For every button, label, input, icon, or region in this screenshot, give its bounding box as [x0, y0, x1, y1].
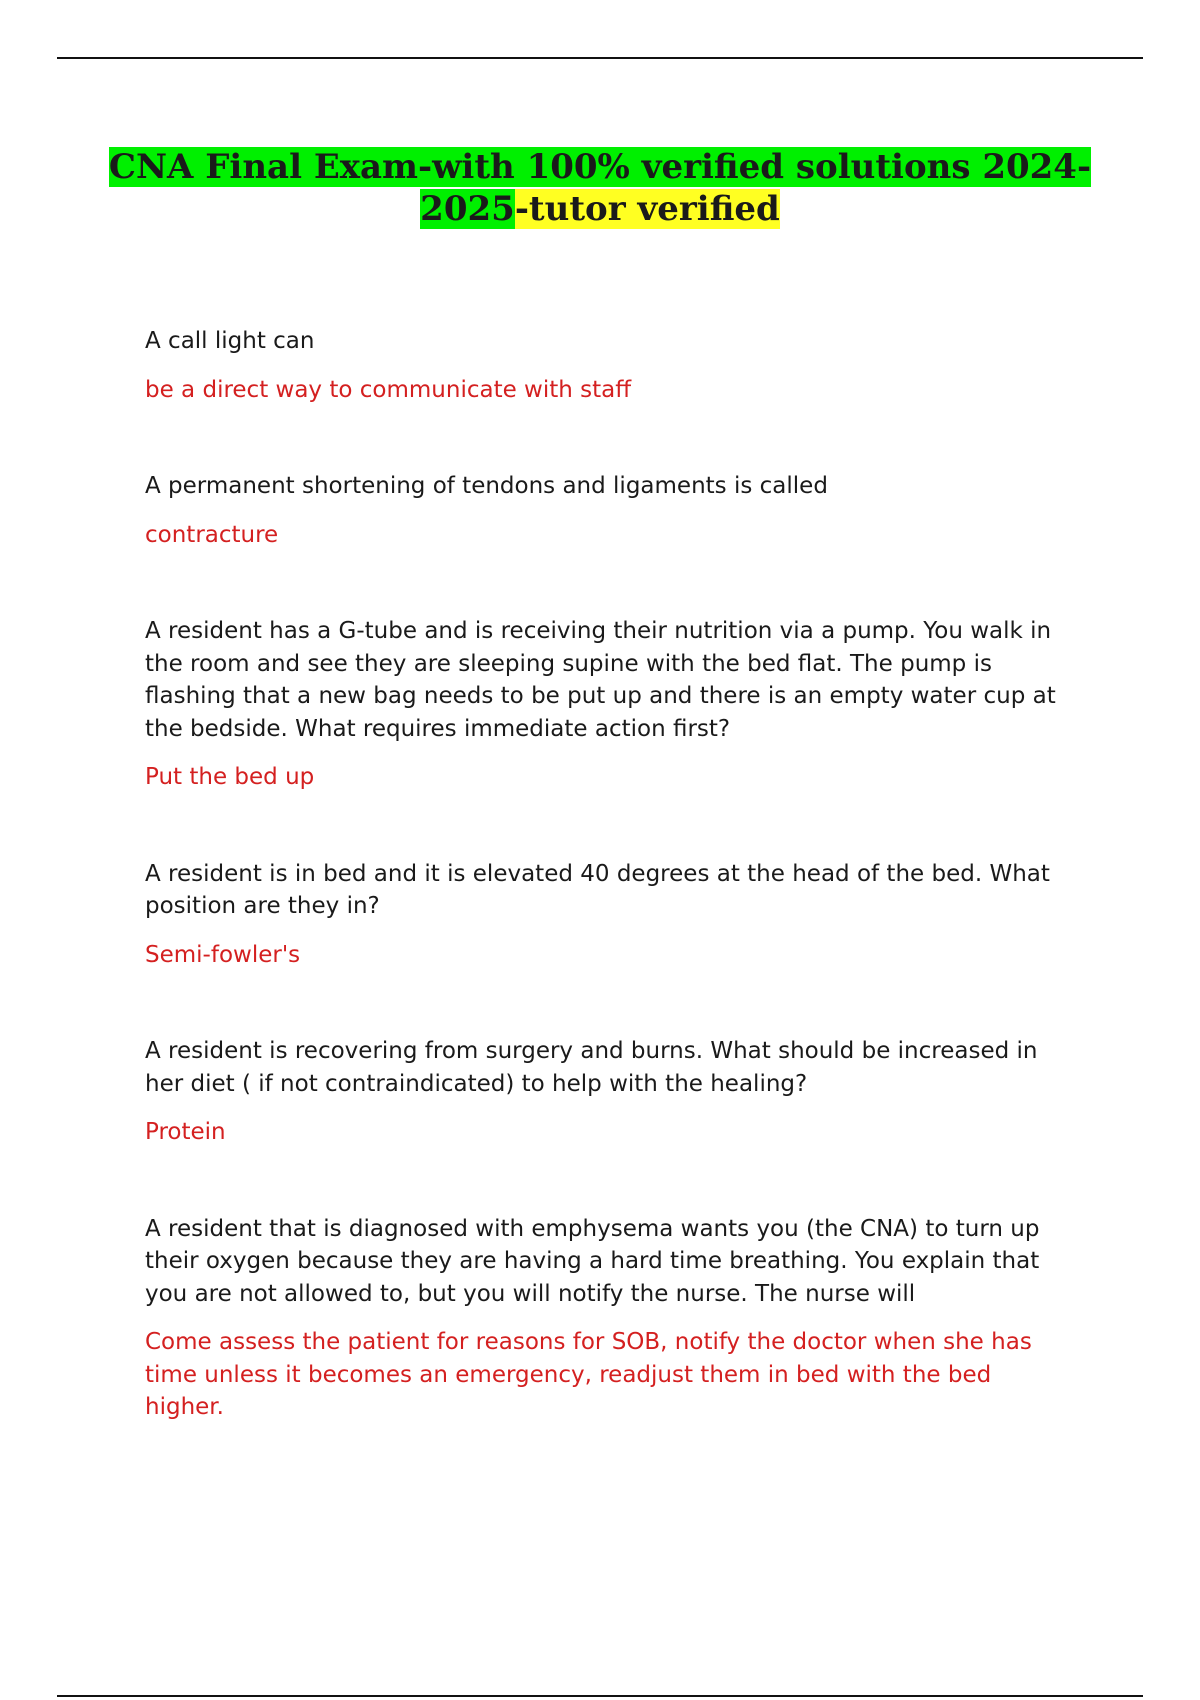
document-title — [0, 146, 1200, 230]
question-text: A resident has a G-tube and is receiving their nutrition via a pump. You walk in the room and see they are sleeping supine with the bed flat. The pump is flashing that a new bag needs to be put up and there is an empty water cup at the bedside. What requires immediate action first? — [145, 618, 1056, 742]
qa-item — [145, 470, 1065, 551]
top-rule — [57, 57, 1143, 59]
title-year-highlight: 2025 — [420, 189, 515, 229]
question-text: A resident that is diagnosed with emphysema wants you (the CNA) to turn up their oxygen because they are having a hard time breathing. You explain that you are not allowed to, but you will notify the nurse. The nurse will — [145, 1215, 1040, 1307]
question-text: A call light can — [145, 328, 315, 354]
answer-text: Come assess the patient for reasons for SOB, notify the doctor when she has time unless it becomes an emergency, readjust them in bed with the bed higher. — [145, 1329, 1032, 1420]
qa-item — [145, 1035, 1065, 1149]
question-text: A permanent shortening of tendons and ligaments is called — [145, 473, 828, 499]
title-line1-highlight: CNA Final Exam-with 100% verified solutions 2024- — [108, 147, 1092, 187]
question-text: A resident is recovering from surgery and burns. What should be increased in her diet ( if not contraindicated) to help with the healing? — [145, 1038, 1038, 1097]
qa-item — [145, 325, 1065, 406]
qa-list — [145, 325, 1065, 1488]
answer-text: Semi-fowler's — [145, 941, 301, 968]
qa-item — [145, 1213, 1065, 1424]
qa-item — [145, 858, 1065, 972]
title-tutor-highlight: -tutor verified — [514, 189, 780, 229]
question-text: A resident is in bed and it is elevated 40 degrees at the head of the bed. What position are they in? — [145, 860, 1050, 919]
bottom-rule — [57, 1695, 1143, 1697]
answer-text: Put the bed up — [145, 764, 315, 790]
qa-item — [145, 615, 1065, 794]
answer-text: Protein — [145, 1119, 226, 1145]
answer-text: be a direct way to communicate with staff — [145, 376, 632, 403]
answer-text: contracture — [145, 521, 279, 548]
